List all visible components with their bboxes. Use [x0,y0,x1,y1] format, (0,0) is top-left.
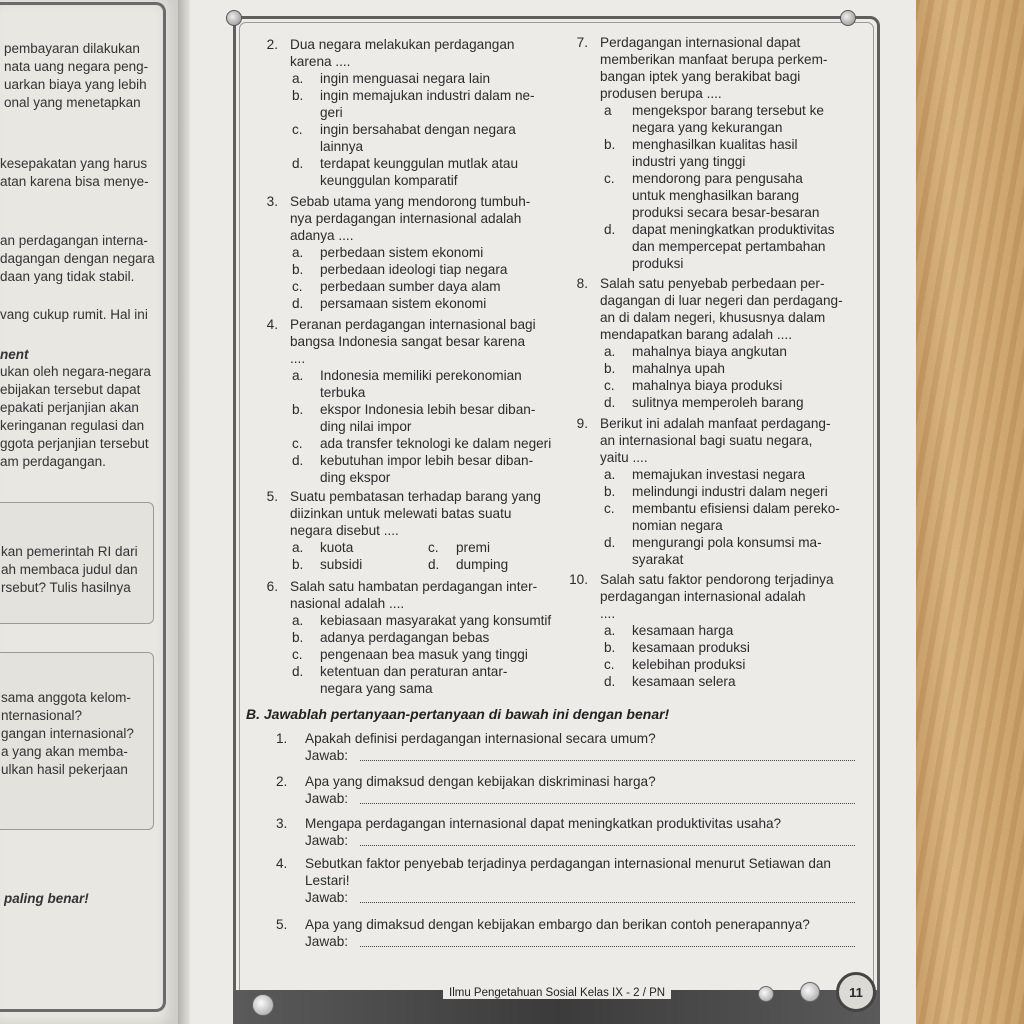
wooden-desk [900,0,1024,1024]
left-text-line: uarkan biaya yang lebih [4,77,147,92]
option-text: memajukan investasi negara [632,467,806,482]
option-text: kuota [320,540,354,555]
option-text: produksi [632,256,684,271]
left-page [0,0,178,1024]
left-text-line: epakati perjanjian akan [0,400,139,415]
question-stem: produsen berupa .... [600,86,722,101]
option-text: perbedaan sumber daya alam [320,279,501,294]
option-letter: b. [604,361,616,376]
option-text: ingin bersahabat dengan negara [320,122,516,137]
left-activity-box-1 [0,502,154,624]
option-letter: b. [292,557,304,572]
answer-label: Jawab: [305,890,349,905]
question-stem: Salah satu faktor pendorong terjadinya [600,572,834,587]
option-letter: a. [292,368,304,383]
option-text: adanya perdagangan bebas [320,630,490,645]
option-letter: c. [292,279,303,294]
option-letter: b. [292,262,304,277]
question-stem: .... [600,606,616,621]
option-letter: d. [292,664,304,679]
option-text: menghasilkan kualitas hasil [632,137,798,152]
question-stem: yaitu .... [600,450,648,465]
option-letter: b. [292,88,304,103]
essay-number: 4. [276,856,288,871]
option-text: Indonesia memiliki perekonomian [320,368,522,383]
option-text: premi [456,540,490,555]
question-number: 4. [266,317,278,332]
option-letter: b. [604,484,616,499]
option-text: syarakat [632,552,684,567]
answer-line[interactable] [360,803,855,804]
option-text: mengekspor barang tersebut ke [632,103,824,118]
option-text: sulitnya memperoleh barang [632,395,804,410]
option-letter: d. [604,535,616,550]
option-letter: c. [292,122,303,137]
left-text-line: ukan oleh negara-negara [0,364,151,379]
footer-dot [800,982,820,1002]
option-text: keunggulan komparatif [320,173,458,188]
option-letter: a. [604,467,616,482]
option-text: mahalnya biaya produksi [632,378,783,393]
option-text: ekspor Indonesia lebih besar diban- [320,402,536,417]
option-letter: a. [292,540,304,555]
question-number: 3. [266,194,278,209]
option-text: lainnya [320,139,364,154]
left-text-line: dagangan dengan negara [0,251,155,266]
left-text-line: onal yang menetapkan [4,95,141,110]
question-stem: dagangan di luar negeri dan perdagang- [600,293,843,308]
option-text: melindungi industri dalam negeri [632,484,828,499]
option-text: mahalnya biaya angkutan [632,344,787,359]
option-letter: d. [428,557,440,572]
essay-number: 1. [276,731,288,746]
left-text-line: an perdagangan interna- [0,233,148,248]
book-title-footer: Ilmu Pengetahuan Sosial Kelas IX - 2 / PN [443,987,671,999]
page-number: 11 [836,972,876,1012]
option-text: negara yang kekurangan [632,120,783,135]
option-letter: b. [604,137,616,152]
question-stem: bangan iptek yang berakibat bagi [600,69,801,84]
question-stem: adanya .... [290,228,354,243]
essay-number: 3. [276,816,288,831]
left-text-line: ah membaca judul dan [1,562,138,577]
question-number: 10. [569,572,588,587]
answer-label: Jawab: [305,833,349,848]
option-text: kelebihan produksi [632,657,746,672]
question-number: 2. [266,37,278,52]
left-text-line: am perdagangan. [0,454,106,469]
option-text: terbuka [320,385,366,400]
option-letter: d. [292,296,304,311]
left-text-line: daan yang tidak stabil. [0,269,135,284]
option-letter: c. [604,501,615,516]
left-text-line: kan pemerintah RI dari [1,544,138,559]
option-text: kesamaan harga [632,623,734,638]
question-stem: negara disebut .... [290,523,399,538]
essay-question: Apa yang dimaksud dengan kebijakan embargo dan berikan contoh penerapannya? [305,917,810,932]
answer-line[interactable] [360,902,855,903]
answer-line[interactable] [360,946,855,947]
answer-line[interactable] [360,845,855,846]
essay-question: Sebutkan faktor penyebab terjadinya perdagangan internasional menurut Setiawan dan [305,856,831,871]
left-text-line: atan karena bisa menye- [0,174,149,189]
option-text: ding nilai impor [320,419,412,434]
option-text: mendorong para pengusaha [632,171,803,186]
left-text-line: a yang akan memba- [1,744,128,759]
option-text: mahalnya upah [632,361,725,376]
essay-question: Apa yang dimaksud dengan kebijakan diskriminasi harga? [305,774,656,789]
essay-number: 2. [276,774,288,789]
question-stem: memberikan manfaat berupa perkem- [600,52,828,67]
question-stem: diizinkan untuk melewati batas suatu [290,506,512,521]
answer-label: Jawab: [305,791,349,806]
option-text: dan mempercepat pertambahan [632,239,826,254]
option-letter: d. [292,453,304,468]
left-text-line: kesepakatan yang harus [0,156,148,171]
left-text-line: ulkan hasil pekerjaan [1,762,128,777]
question-number: 7. [576,35,588,50]
footer-dot [758,986,774,1002]
option-text: ketentuan dan peraturan antar- [320,664,508,679]
question-stem: Perdagangan internasional dapat [600,35,801,50]
option-letter: c. [292,436,303,451]
question-number: 8. [576,276,588,291]
option-letter: d. [604,674,616,689]
option-text: ingin menguasai negara lain [320,71,491,86]
question-number: 6. [266,579,278,594]
left-text-block-4 [0,363,170,471]
left-activity-box-2 [0,652,154,830]
option-letter: c. [604,171,615,186]
option-text: produksi secara besar-besaran [632,205,820,220]
question-stem: mendapatkan barang adalah .... [600,327,792,342]
option-text: dumping [456,557,509,572]
answer-label: Jawab: [305,934,349,949]
question-stem: an di dalam negeri, khususnya dalam [600,310,826,325]
question-stem: Salah satu hambatan perdagangan inter- [290,579,538,594]
option-text: ingin memajukan industri dalam ne- [320,88,535,103]
left-text-block-1 [4,40,174,112]
option-letter: b. [292,630,304,645]
question-stem: nasional adalah .... [290,596,405,611]
option-text: kesamaan produksi [632,640,750,655]
left-text-line: ebijakan tersebut dapat [0,382,141,397]
option-text: persamaan sistem ekonomi [320,296,487,311]
option-letter: a. [604,623,616,638]
option-text: pengenaan bea masuk yang tinggi [320,647,528,662]
frame-corner-dot [840,10,856,26]
option-text: perbedaan ideologi tiap negara [320,262,508,277]
question-stem: bangsa Indonesia sangat besar karena [290,334,526,349]
option-text: nomian negara [632,518,723,533]
option-text: perbedaan sistem ekonomi [320,245,484,260]
option-letter: a. [292,71,304,86]
frame-corner-dot [226,10,242,26]
left-text-line: pembayaran dilakukan [4,41,140,56]
option-letter: d. [604,395,616,410]
question-stem: perdagangan internasional adalah [600,589,806,604]
option-text: ding ekspor [320,470,391,485]
option-letter: d. [292,156,304,171]
option-text: kebutuhan impor lebih besar diban- [320,453,534,468]
left-text-line: nternasional? [1,708,83,723]
footer-dot [252,994,274,1016]
option-letter: c. [428,540,439,555]
question-stem: Dua negara melakukan perdagangan [290,37,515,52]
option-text: kebiasaan masyarakat yang konsumtif [320,613,552,628]
option-text: terdapat keunggulan mutlak atau [320,156,519,171]
option-text: industri yang tinggi [632,154,746,169]
option-text: membantu efisiensi dalam pereko- [632,501,840,516]
section-b-title: B. Jawablah pertanyaan-pertanyaan di bawah ini dengan benar! [246,706,670,722]
essay-number: 5. [276,917,288,932]
question-number: 5. [266,489,278,504]
left-text-block-2 [0,155,170,191]
left-instruction: paling benar! [4,891,89,906]
option-text: mengurangi pola konsumsi ma- [632,535,822,550]
essay-question: Mengapa perdagangan internasional dapat meningkatkan produktivitas usaha? [305,816,782,831]
option-letter: c. [604,657,615,672]
left-heading: nent [0,347,29,362]
option-letter: a. [292,613,304,628]
answer-label: Jawab: [305,748,349,763]
option-letter: d. [604,222,616,237]
option-text: untuk menghasilkan barang [632,188,800,203]
left-text-line: vang cukup rumit. Hal ini [0,307,148,322]
option-letter: a. [604,344,616,359]
question-stem: nya perdagangan internasional adalah [290,211,522,226]
option-letter: b. [604,640,616,655]
option-text: kesamaan selera [632,674,736,689]
left-text-line: gangan internasional? [1,726,134,741]
option-letter: a [604,103,612,118]
question-stem: Suatu pembatasan terhadap barang yang [290,489,541,504]
question-stem: Salah satu penyebab perbedaan per- [600,276,825,291]
option-text: subsidi [320,557,363,572]
question-stem: an internasional bagi suatu negara, [600,433,813,448]
left-text-line: nata uang negara peng- [4,59,149,74]
option-text: dapat meningkatkan produktivitas [632,222,835,237]
option-text: ada transfer teknologi ke dalam negeri [320,436,552,451]
essay-question: Apakah definisi perdagangan internasional secara umum? [305,731,656,746]
essay-question: Lestari! [305,873,350,888]
question-number: 9. [576,416,588,431]
left-text-block-3 [0,232,170,286]
option-letter: a. [292,245,304,260]
left-text-line: sama anggota kelom- [1,690,131,705]
left-text-line: keringanan regulasi dan [0,418,145,433]
option-letter: b. [292,402,304,417]
question-stem: karena .... [290,54,351,69]
answer-line[interactable] [360,760,855,761]
option-letter: c. [292,647,303,662]
question-stem: Berikut ini adalah manfaat perdagang- [600,416,831,431]
question-stem: Sebab utama yang mendorong tumbuh- [290,194,531,209]
option-text: negara yang sama [320,681,433,696]
left-text-line: rsebut? Tulis hasilnya [1,580,131,595]
question-stem: Peranan perdagangan internasional bagi [290,317,536,332]
left-text-line: ggota perjanjian tersebut [0,436,149,451]
option-text: geri [320,105,343,120]
question-stem: .... [290,351,306,366]
option-letter: c. [604,378,615,393]
